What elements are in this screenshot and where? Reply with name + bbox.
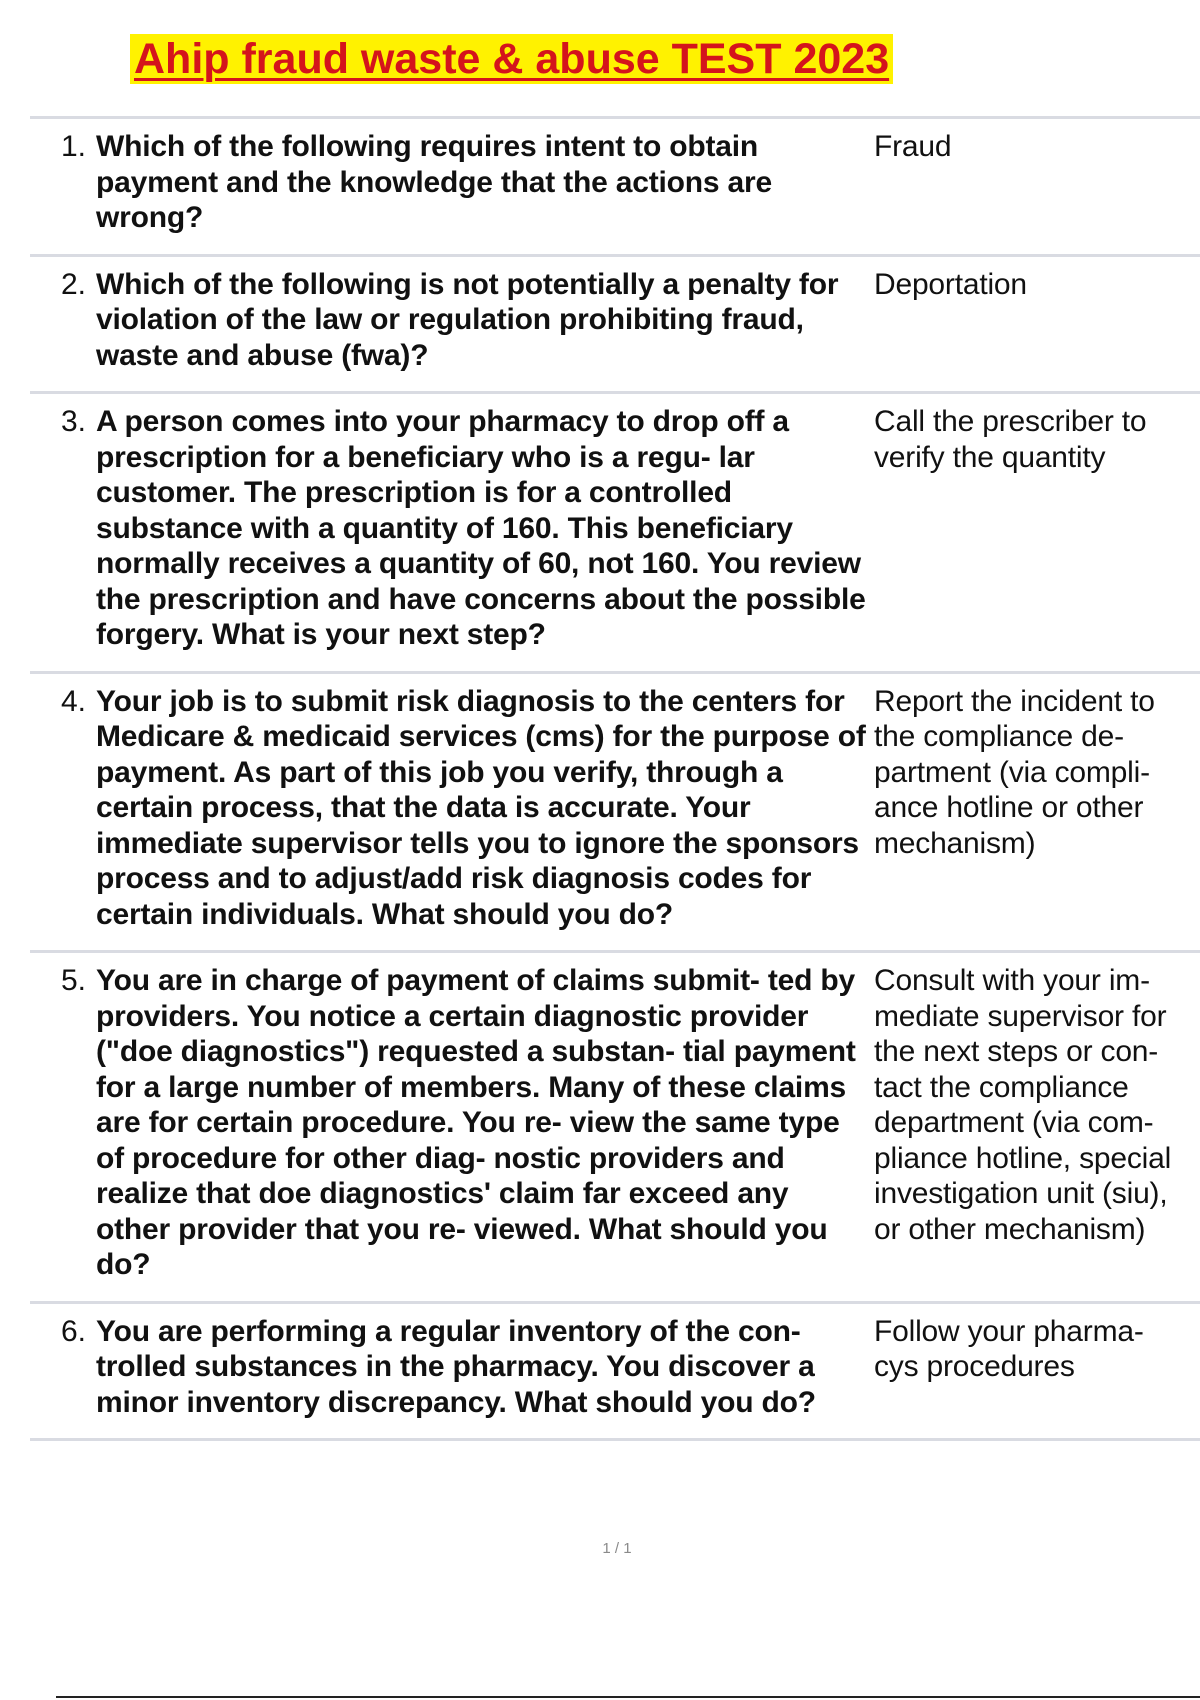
answer-text: Call the prescriber to verify the quantity bbox=[874, 405, 1147, 474]
question-number: 1. bbox=[60, 130, 86, 163]
question-number: 5. bbox=[60, 964, 86, 997]
qa-list bbox=[30, 116, 1200, 1441]
qa-row bbox=[30, 119, 1200, 257]
question-number: 2. bbox=[60, 267, 86, 301]
question-text: A person comes into your pharmacy to drop off a prescription for a beneficiary who is a regu- lar customer. The prescription is for a controlled substance with a quantity of 160. This beneficiary normally receives a quantity of 60, not 160. You review the prescription and have concerns about the possible forgery. What is your next step? bbox=[96, 405, 866, 651]
answer-text: Follow your pharma- cys procedures bbox=[874, 1314, 1144, 1383]
answer-text: Deportation bbox=[874, 267, 1027, 301]
question-text: Which of the following requires intent to obtain payment and the knowledge that the actions are wrong? bbox=[96, 130, 772, 234]
question-number: 6. bbox=[60, 1314, 86, 1348]
answer-text: Consult with your im- mediate supervisor for the next steps or con- tact the compliance department (via com- pliance hotline, special investigation unit (siu), or other mechanism) bbox=[874, 964, 1172, 1246]
question-text: You are performing a regular inventory of the con- trolled substances in the pharmacy. You discover a minor inventory discrepancy. What should you do? bbox=[96, 1314, 816, 1419]
qa-row bbox=[30, 1304, 1200, 1442]
question-text: You are in charge of payment of claims submit- ted by providers. You notice a certain diagnostic provider ("doe diagnostics") requested a substan- tial payment for a large number of members. Many of these claims are for certain procedure. You re- view the same type of procedure for other diag- nostic providers and realize that doe diagnostics' claim far exceed any other provider that you re- viewed. What should you do? bbox=[96, 964, 856, 1281]
title-container bbox=[130, 34, 893, 84]
answer-text: Report the incident to the compliance de- partment (via compli- ance hotline or other mechanism) bbox=[874, 684, 1155, 860]
question-number: 4. bbox=[60, 684, 86, 718]
bottom-divider bbox=[56, 1696, 1200, 1698]
question-text: Your job is to submit risk diagnosis to the centers for Medicare & medicaid services (cms) for the purpose of payment. As part of this job you verify, through a certain process, that the data is accurate. Your immediate supervisor tells you to ignore the sponsors process and to adjust/add risk diagnosis codes for certain individuals. What should you do? bbox=[96, 684, 866, 931]
qa-row bbox=[30, 257, 1200, 395]
document-title: Ahip fraud waste & abuse TEST 2023 bbox=[130, 34, 893, 84]
question-number: 3. bbox=[60, 405, 86, 438]
qa-row bbox=[30, 953, 1200, 1304]
qa-row bbox=[30, 394, 1200, 674]
answer-text: Fraud bbox=[874, 130, 952, 163]
question-text: Which of the following is not potentially a penalty for violation of the law or regulation prohibiting fraud, waste and abuse (fwa)? bbox=[96, 267, 839, 372]
page-indicator: 1 / 1 bbox=[602, 1540, 632, 1557]
qa-row bbox=[30, 674, 1200, 954]
